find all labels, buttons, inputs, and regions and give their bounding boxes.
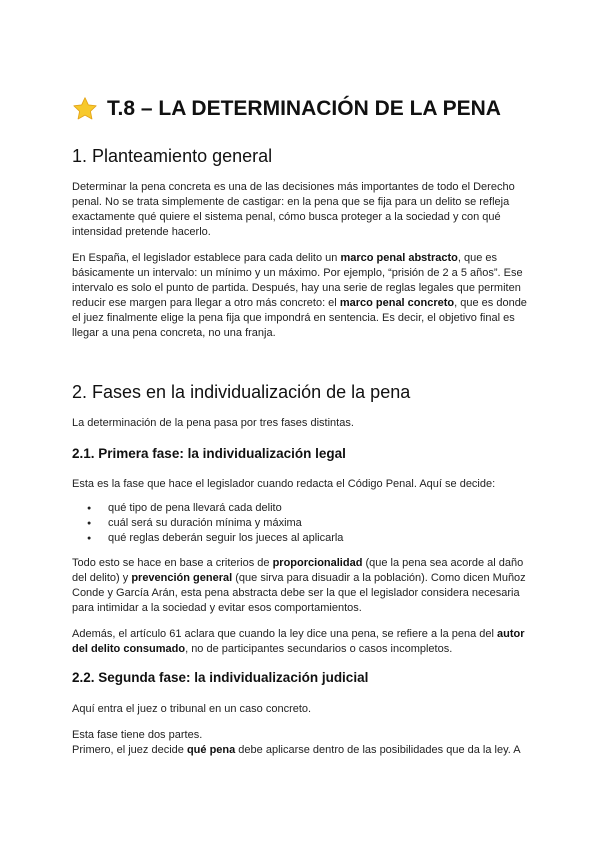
document-title-text: T.8 – LA DETERMINACIÓN DE LA PENA [107,97,501,120]
section-2-heading: 2. Fases en la individualización de la pena [72,382,411,402]
list-item: ● cuál será su duración mínima y máxima [72,516,532,531]
section-2-1-heading: 2.1. Primera fase: la individualización legal [72,446,346,461]
section-1-paragraph-2 [72,251,532,341]
text-run: , que es donde el juez finalmente elige la pena fija que impondrá en sentencia. Es decir, el objetivo final es llegar a una pena concreta, no una franja. [72,297,527,339]
text-run: , que es básicamente un intervalo: un mínimo y un máximo. Por ejemplo, “prisión de 2 a 5 años”. Ese intervalo es solo el punto de partida. Después, hay una serie de reglas legales que permiten reducir ese margen para llegar a otro más concreto: el [72,252,523,309]
text-run: Todo esto se hace en base a criterios de [72,557,273,569]
term-que-pena: qué pena [186,744,236,756]
list-item: ● qué tipo de pena llevará cada delito [72,501,532,516]
section-1-paragraph-1: Determinar la pena concreta es una de las decisiones más importantes de todo el Derecho penal. No se trata simplemente de castigar: en la pena que se fija para un delito se refleja exactamente qué quiere el sistema penal, cómo busca proteger a la sociedad y con qué intensidad pretende hacerlo. [72,181,515,238]
term-autor-delito-consumado: autor del delito consumado [72,628,525,655]
section-2-1-paragraph-3 [72,627,532,657]
text-run: , no de participantes secundarios o casos incompletos. [185,643,453,655]
term-proporcionalidad: proporcionalidad [272,557,363,569]
section-2-1-paragraph-2 [72,556,532,616]
section-2-2-paragraph-2: Esta fase tiene dos partes. [72,729,203,741]
section-2-1-list [72,501,532,546]
section-2-2-paragraph-1: Aquí entra el juez o tribunal en un caso concreto. [72,703,312,715]
section-2-2-heading: 2.2. Segunda fase: la individualización judicial [72,670,369,685]
document-title [72,96,532,122]
term-marco-penal-concreto: marco penal concreto [339,297,455,309]
text-run: debe aplicarse dentro de las posibilidades que da la ley. A [235,744,521,756]
section-2-intro: La determinación de la pena pasa por tres fases distintas. [72,417,354,429]
section-2-2-paragraph-3 [72,743,532,758]
star-icon [72,96,98,122]
term-marco-penal-abstracto: marco penal abstracto [340,252,458,264]
text-run: (que sirva para disuadir a la población). Como dicen Muñoz Conde y García Arán, esta pena abstracta debe ser la que el legislador considera necesaria para intimidar a la sociedad y evitar esos comportamientos. [72,572,526,614]
list-item: ● qué reglas deberán seguir los jueces al aplicarla [72,531,532,546]
section-1-heading: 1. Planteamiento general [72,146,273,166]
term-prevencion-general: prevención general [131,572,233,584]
section-2-1-paragraph-1: Esta es la fase que hace el legislador cuando redacta el Código Penal. Aquí se decide: [72,478,496,490]
text-run: Además, el artículo 61 aclara que cuando la ley dice una pena, se refiere a la pena del [72,628,497,640]
text-run: Primero, el juez decide [72,744,187,756]
text-run: (que la pena sea acorde al daño del delito) y [72,557,524,584]
text-run: En España, el legislador establece para cada delito un [72,252,341,264]
